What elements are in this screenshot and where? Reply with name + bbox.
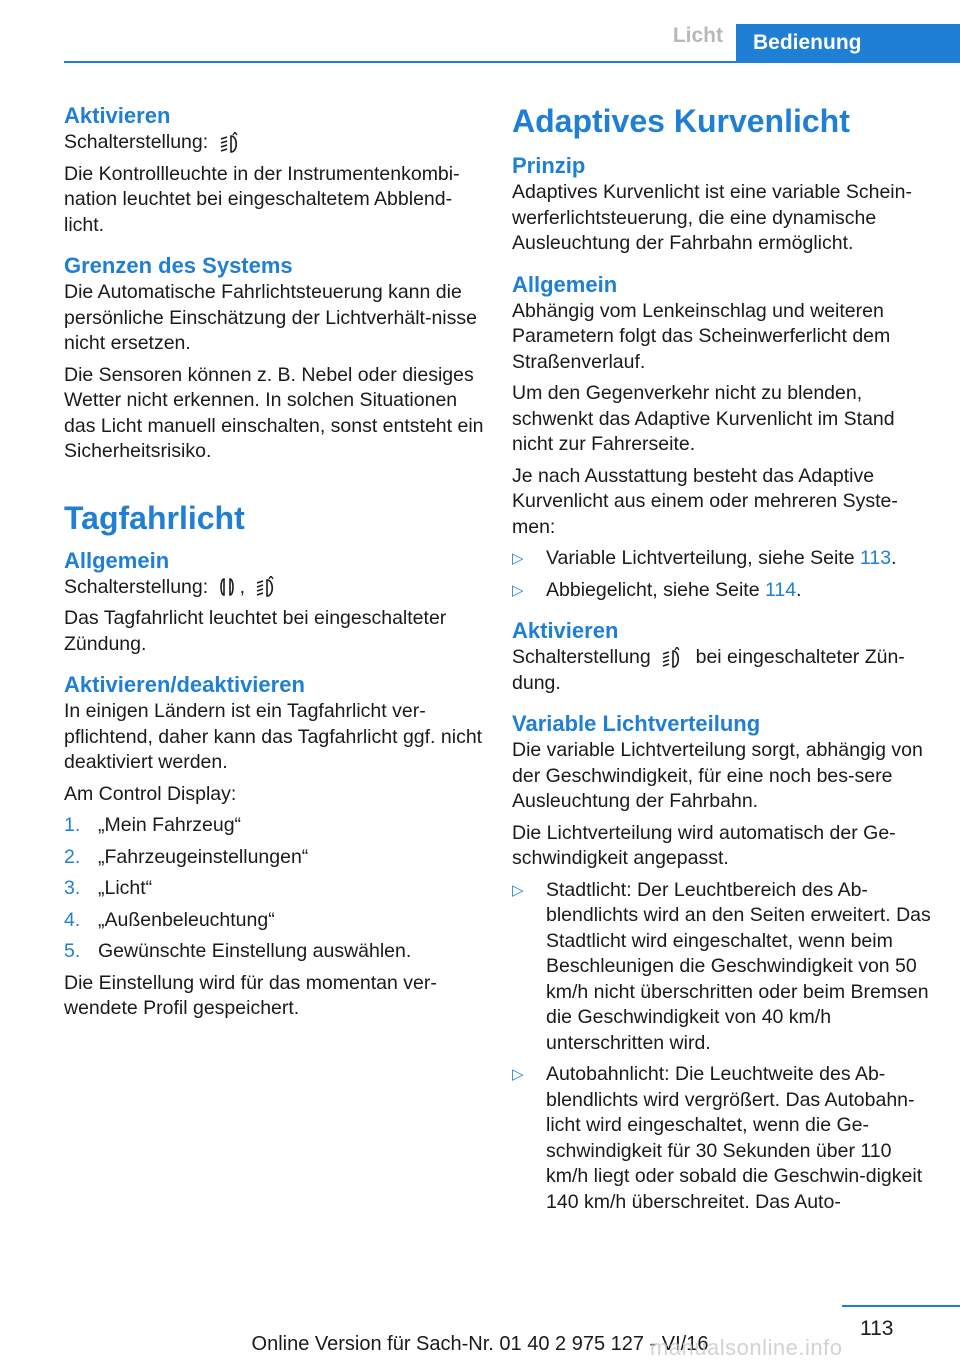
- steps-list: [64, 813, 484, 965]
- step-text: „Fahrzeugeinstellungen“: [98, 845, 309, 868]
- paragraph: Die Einstellung wird für das momentan ver‐wendete Profil gespeichert.: [64, 971, 437, 1019]
- heading-allgemein: Allgemein: [512, 271, 618, 297]
- bullet-text: Stadtlicht: Der Leuchtbereich des Ab‐blendlichts wird an den Seiten erweitert. Das Stadtlicht wird eingeschaltet, wenn beim Beschleunigen die Geschwindigkeit von 50 km/h nicht überschritten oder beim Bremsen die Geschwindigkeit von 40 km/h unterschritten wird.: [546, 878, 931, 1054]
- bullet-end: .: [891, 547, 897, 569]
- list-item: [64, 876, 484, 902]
- text-before: Schalterstellung: [512, 646, 651, 668]
- watermark: manualsonline.info: [650, 1335, 843, 1360]
- heading-aktivieren: Aktivieren: [512, 618, 619, 643]
- systems-list: [512, 546, 932, 603]
- auto-headlight-icon: [662, 647, 684, 669]
- page-link[interactable]: 114: [764, 578, 797, 601]
- list-item: [512, 1062, 932, 1215]
- heading-aktivieren: Aktivieren: [64, 103, 171, 128]
- triangle-bullet-icon: ▷: [512, 550, 524, 567]
- heading-grenzen: Grenzen des Systems: [64, 253, 293, 278]
- list-item: [512, 546, 932, 572]
- step-number: 1.: [64, 814, 81, 836]
- footer-version-text: Online Version für Sach-Nr. 01 40 2 975 127 - VI/16: [251, 1333, 709, 1355]
- title-tagfahrlicht: Tagfahrlicht: [64, 499, 245, 536]
- header-rule: [64, 61, 960, 63]
- bullet-text: Abbiegelicht, siehe Seite: [546, 578, 765, 601]
- page-link[interactable]: 113: [860, 547, 892, 569]
- left-column: [64, 102, 484, 1028]
- paragraph: Die Sensoren können z. B. Nebel oder diesiges Wetter nicht erkennen. In solchen Situationen das Licht manuell einschalten, sonst entsteht ein Sicherheitsrisiko.: [64, 363, 484, 462]
- switch-label: Schalterstellung:: [64, 131, 209, 153]
- triangle-bullet-icon: ▷: [512, 1066, 524, 1083]
- footer-rule: [842, 1305, 960, 1307]
- step-number: 2.: [64, 845, 81, 868]
- list-item: [64, 845, 484, 871]
- switch-label: Schalterstellung:: [64, 575, 209, 598]
- paragraph: Die Lichtverteilung wird automatisch der Ge‐schwindigkeit angepasst.: [512, 821, 896, 869]
- step-number: 4.: [64, 908, 81, 931]
- list-item: [512, 578, 932, 604]
- auto-headlight-icon: [256, 576, 278, 598]
- paragraph: Die variable Lichtverteilung sorgt, abhängig von der Geschwindigkeit, für eine noch bes‐sere Ausleuchtung der Fahrbahn.: [512, 739, 923, 812]
- paragraph: Um den Gegenverkehr nicht zu blenden, schwenkt das Adaptive Kurvenlicht im Stand nicht zur Fahrerseite.: [512, 382, 895, 455]
- page-header: [0, 0, 960, 62]
- list-item: [512, 878, 932, 1057]
- switch-position-line: [64, 575, 484, 601]
- list-item: [64, 813, 484, 839]
- light-modes-list: [512, 878, 932, 1216]
- bullet-text: Autobahnlicht: Die Leuchtweite des Ab‐blendlichts wird vergrößert. Das Autobahn‐licht wird eingeschaltet, wenn die Ge‐schwindigkeit für 30 Sekunden über 110 km/h liegt oder sobald die Geschwin‐digkeit 140 km/h überschreitet. Das Auto‐: [546, 1063, 923, 1213]
- bullet-end: .: [796, 578, 802, 601]
- parking-light-icon: [220, 576, 234, 598]
- step-text: „Mein Fahrzeug“: [98, 814, 242, 836]
- step-number: 3.: [64, 877, 81, 899]
- switch-position-line: [64, 130, 484, 156]
- bullet-text: Variable Lichtverteilung, siehe Seite: [546, 547, 860, 569]
- triangle-bullet-icon: ▷: [512, 881, 524, 899]
- page-number: 113: [860, 1317, 894, 1340]
- section-tab: Licht: [672, 24, 723, 47]
- paragraph: In einigen Ländern ist ein Tagfahrlicht ver‐pflichtend, daher kann das Tagfahrlicht ggf. nicht deaktiviert werden.: [64, 700, 483, 773]
- paragraph: Am Control Display:: [64, 782, 237, 805]
- heading-aktivieren-deaktivieren: Aktivieren/deaktivieren: [64, 672, 305, 697]
- step-number: 5.: [64, 940, 81, 962]
- paragraph: Die Kontrollleuchte in der Instrumentenkombi‐nation leuchtet bei eingeschaltetem Abblend‐licht.: [64, 162, 460, 236]
- paragraph: Die Automatische Fahrlichtsteuerung kann die persönliche Einschätzung der Lichtverhält‐nisse nicht ersetzen.: [64, 281, 477, 354]
- title-adaptives-kurvenlicht: Adaptives Kurvenlicht: [512, 103, 850, 139]
- list-item: [64, 908, 484, 934]
- heading-prinzip: Prinzip: [512, 153, 586, 178]
- paragraph: Je nach Ausstattung besteht das Adaptive Kurvenlicht aus einem oder mehreren Syste‐men:: [512, 464, 898, 538]
- step-text: Gewünschte Einstellung auswählen.: [98, 940, 412, 962]
- chapter-tab: Bedienung: [736, 24, 960, 62]
- step-text: „Licht“: [98, 877, 153, 899]
- text-after: bei eingeschalteter Zün‐dung.: [512, 646, 905, 694]
- step-text: „Außenbeleuchtung“: [98, 908, 275, 931]
- heading-allgemein: Allgemein: [64, 547, 170, 573]
- paragraph: [512, 645, 932, 696]
- heading-variable-lichtverteilung: Variable Lichtverteilung: [512, 711, 761, 736]
- right-column: [512, 102, 932, 1221]
- auto-headlight-icon: [220, 132, 242, 154]
- triangle-bullet-icon: ▷: [512, 581, 524, 599]
- separator: ,: [239, 575, 246, 598]
- list-item: [64, 939, 484, 965]
- paragraph: Das Tagfahrlicht leuchtet bei eingeschalteter Zündung.: [64, 607, 447, 655]
- paragraph: Adaptives Kurvenlicht ist eine variable Schein‐werferlichtsteuerung, die eine dynamische Ausleuchtung der Fahrbahn ermöglicht.: [512, 181, 912, 254]
- paragraph: Abhängig vom Lenkeinschlag und weiteren Parametern folgt das Scheinwerferlicht dem Straßenverlauf.: [512, 299, 891, 373]
